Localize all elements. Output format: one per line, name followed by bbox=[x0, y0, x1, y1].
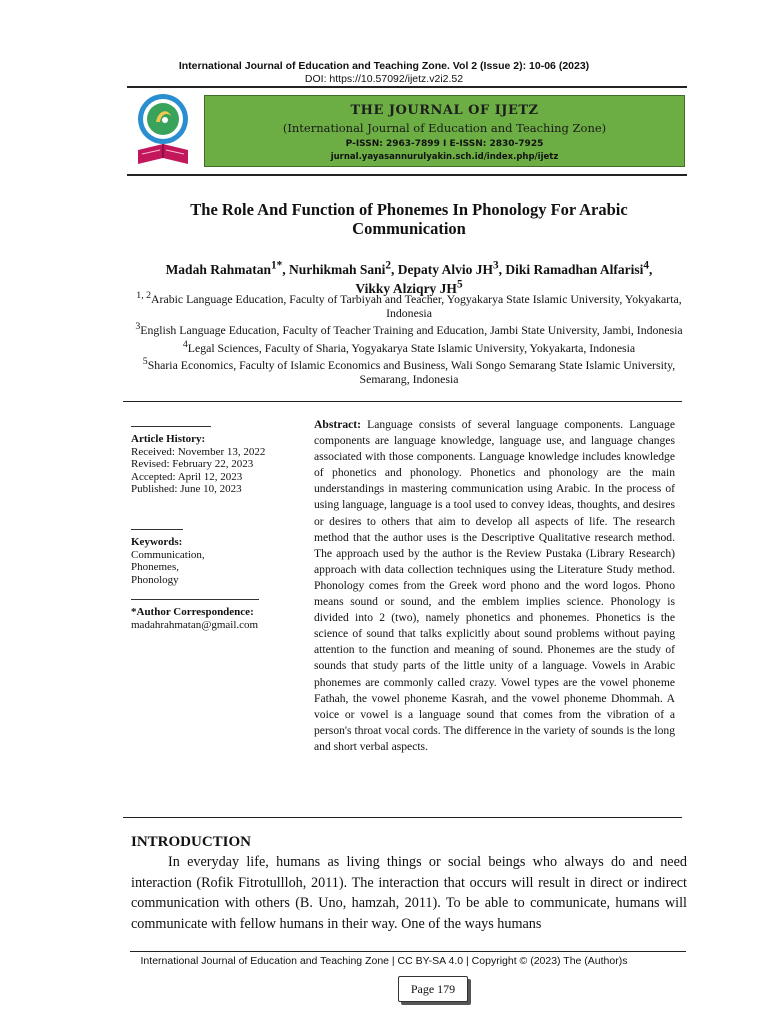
doi-line[interactable]: DOI: https://10.57092/ijetz.v2i2.52 bbox=[304, 73, 464, 85]
page-number: Page 179 bbox=[398, 976, 468, 1002]
abstract-text: Language consists of several language components. Language components are language knowledge, language use, and language changes associated with those components. Language knowledge includes knowledge of phonetics and phonology. Phonetics and phonology are the main understandings in mastering communication using Arabic. In the process of using language, language is a tool used to convey ideas, thoughts, and desires or desires to others that aim to develop all aspects of life. The research method that the author uses is the Descriptive Qualitative research method. The approach used by the author is the Review Pustaka (Library Research) approach with data collection techniques using the Literature Study method. Phonology comes from the Greek word phono and the word logos. Phono means sound or sound, and the emblem implies science. Phonology is divided into 2 (two), namely phonetics and phonemes. Phonetics is the science of sound that talks explicitly about sound problems without paying attention to the function and meaning of sound. Phonemes are the study of sounds that study parts of the little unity of a language. Vowels in Arabic phonemes are commonly called crazy. Vowel types are the vowel phoneme Fathah, the vowel phoneme Kasrah, and the vowel phoneme Dhommah. A voice or vowel is a language sound that comes from the vibration of a person's throat vocal cords. The difference in the variety of sounds is the long and short verbal aspects. bbox=[314, 418, 676, 753]
affiliations bbox=[130, 289, 688, 386]
footer-rule bbox=[130, 951, 686, 952]
article-info-sidebar bbox=[131, 418, 301, 632]
journal-logo-icon bbox=[134, 92, 192, 170]
affiliation-3: $^4$Legal Sciences, Faculty of Sharia, Yogyakarya State Islamic University, Yokyakarta, Indonesia bbox=[182, 338, 636, 355]
author-1: Madah Rahmatan$^{1*}$, bbox=[165, 259, 289, 277]
banner-top-rule bbox=[127, 86, 687, 88]
journal-banner bbox=[204, 95, 685, 167]
keywords-rule bbox=[131, 529, 183, 530]
history-rule bbox=[131, 426, 211, 427]
banner-issn: P-ISSN: 2963-7899 I E-ISSN: 2830-7925 bbox=[345, 139, 544, 149]
introduction-heading: INTRODUCTION bbox=[131, 834, 252, 850]
banner-url[interactable]: jurnal.yayasannurulyakin.sch.id/index.php/ijetz bbox=[330, 152, 559, 162]
journal-citation-line: International Journal of Education and Teaching Zone. Vol 2 (Issue 2): 10-06 (2023) bbox=[178, 60, 590, 72]
paper-title bbox=[130, 200, 688, 238]
author-email[interactable]: madahrahmatan@gmail.com bbox=[131, 618, 259, 631]
affiliation-1: $^{1, 2}$Arabic Language Education, Faculty of Tarbiyah and Teacher, Yogyakarya State Islamic University, Yokyakarta, Indonesia bbox=[136, 290, 682, 320]
banner-bottom-rule bbox=[127, 174, 687, 176]
abstract-bottom-rule bbox=[123, 817, 682, 818]
abstract bbox=[314, 417, 675, 755]
title-line-1: The Role And Function of Phonemes In Phonology For Arabic bbox=[190, 200, 628, 219]
accepted-date: Accepted: April 12, 2023 bbox=[131, 470, 243, 483]
keyword-item: Phonology bbox=[131, 573, 179, 586]
abstract-top-rule bbox=[123, 401, 682, 402]
history-label: Article History: bbox=[131, 433, 206, 445]
keywords-label: Keywords: bbox=[131, 535, 183, 548]
received-date: Received: November 13, 2022 bbox=[131, 445, 266, 458]
affiliation-2: $^3$English Language Education, Faculty of Teacher Training and Education, Jambi State University, Jambi, Indonesia bbox=[135, 321, 683, 338]
keyword-item: Phonemes, bbox=[131, 561, 179, 574]
keyword-item: Communication, bbox=[131, 548, 205, 561]
author-2: Nurhikmah Sani$^2$, bbox=[288, 259, 398, 277]
correspondence-rule bbox=[131, 599, 259, 600]
affiliation-4: $^5$Sharia Economics, Faculty of Islamic Economics and Business, Wali Songo Semarang State Islamic University, Semarang, Indonesia bbox=[142, 356, 676, 386]
introduction-paragraph: In everyday life, humans as living things or social beings who always do and need interaction (Rofik Fitrotullloh, 2011). The interaction that occurs will result in direct or indirect communication with others (B. Uno, hamzah, 2011). To be able to communicate, humans will communicate with fellow humans in their way. One of the ways humans bbox=[131, 854, 687, 932]
published-date: Published: June 10, 2023 bbox=[131, 483, 242, 496]
revised-date: Revised: February 22, 2023 bbox=[131, 458, 254, 471]
author-5: Vikky Alziqry $JH^5$ bbox=[355, 278, 463, 296]
title-line-2: Communication bbox=[352, 219, 466, 238]
abstract-label: Abstract: bbox=[314, 418, 362, 431]
banner-title: THE JOURNAL OF IJETZ bbox=[350, 103, 539, 118]
footer-license: International Journal of Education and Teaching Zone | CC BY-SA 4.0 | Copyright © (2023) The (Author)s bbox=[140, 955, 628, 967]
correspondence-label: *Author Correspondence: bbox=[131, 606, 254, 619]
banner-subtitle: (International Journal of Education and Teaching Zone) bbox=[282, 121, 607, 135]
author-4: Diki Ramadhan Alfarisi$^4$, bbox=[505, 259, 653, 277]
author-3: Depaty Alvio $JH^3$, bbox=[397, 259, 506, 277]
